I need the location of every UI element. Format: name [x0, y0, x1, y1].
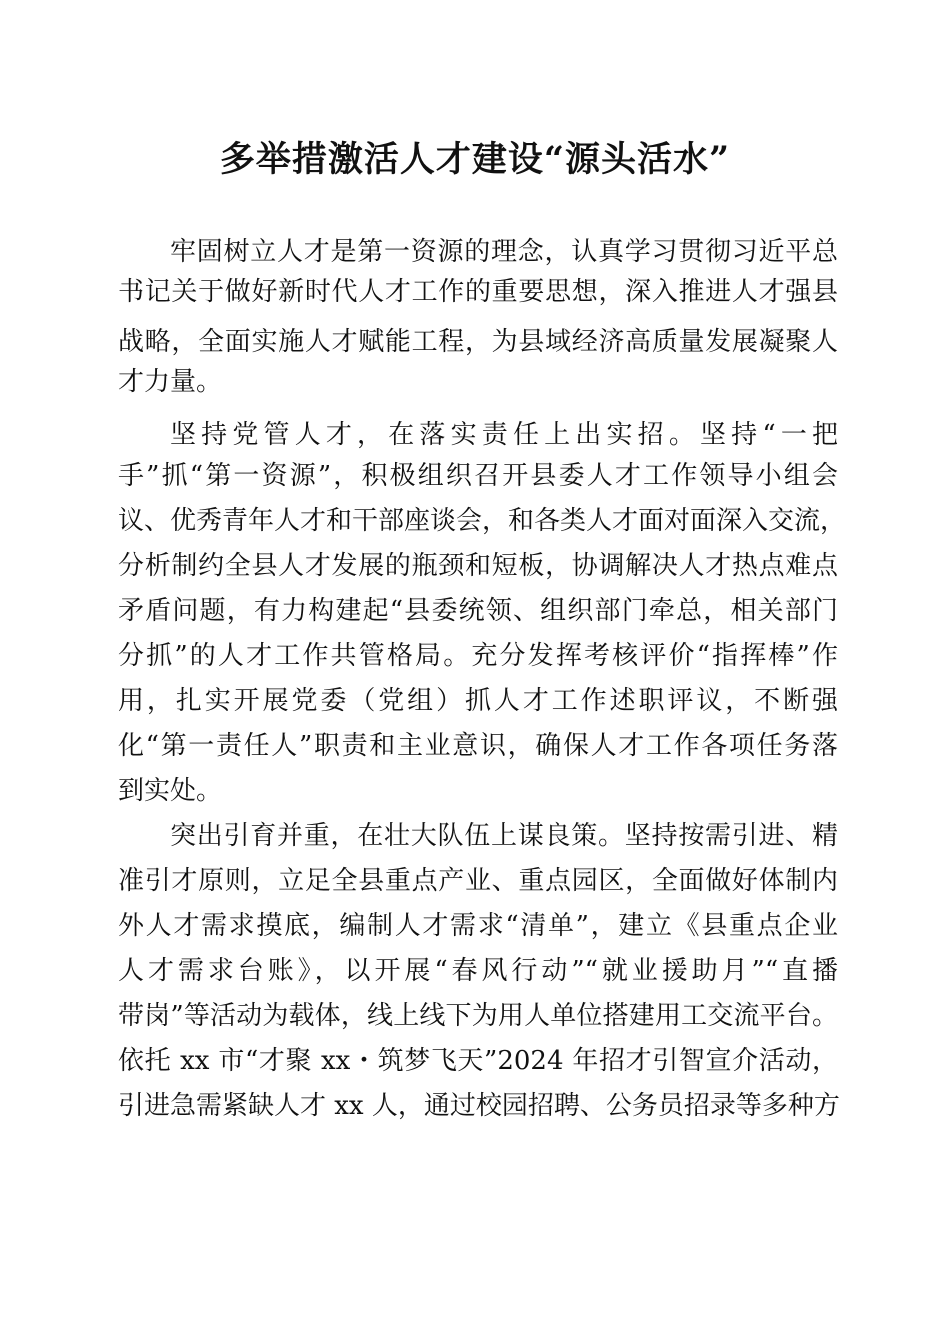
- paragraph-3-line-1: 突出引育并重，在壮大队伍上谋良策。坚持按需引进、精: [170, 821, 838, 851]
- paragraph-3-line-4: 人才需求台账》，以开展“春风行动”“就业援助月”“直播: [118, 956, 838, 986]
- document-title: 多举措激活人才建设“源头活水”: [219, 139, 731, 180]
- paragraph-2-line-6: 分抓”的人才工作共管格局。充分发挥考核评价“指挥棒”作: [118, 641, 838, 671]
- paragraph-2-line-9: 到实处。: [118, 776, 223, 806]
- paragraph-2-line-8: 化“第一责任人”职责和主业意识，确保人才工作各项任务落: [118, 731, 838, 761]
- paragraph-2-line-7: 用，扎实开展党委（党组）抓人才工作述职评议，不断强: [118, 686, 838, 716]
- paragraph-1-line-2: 书记关于做好新时代人才工作的重要思想，深入推进人才强县: [118, 277, 838, 307]
- paragraph-3-line-3: 外人才需求摸底，编制人才需求“清单”，建立《县重点企业: [118, 911, 838, 941]
- paragraph-2-line-1: 坚持党管人才，在落实责任上出实招。坚持“一把: [170, 420, 838, 450]
- paragraph-3-line-7: 引进急需紧缺人才 xx 人，通过校园招聘、公务员招录等多种方: [118, 1091, 840, 1121]
- paragraph-2-line-3: 议、优秀青年人才和干部座谈会，和各类人才面对面深入交流，: [118, 506, 847, 536]
- paragraph-1-line-3: 战略，全面实施人才赋能工程，为县域经济高质量发展凝聚人: [118, 327, 838, 357]
- paragraph-1-line-1: 牢固树立人才是第一资源的理念，认真学习贯彻习近平总: [170, 237, 838, 267]
- paragraph-3-line-5: 带岗”等活动为载体，线上线下为用人单位搭建用工交流平台。: [118, 1001, 838, 1031]
- paragraph-2-line-5: 矛盾问题，有力构建起“县委统领、组织部门牵总，相关部门: [118, 596, 838, 626]
- paragraph-3-line-2: 准引才原则，立足全县重点产业、重点园区，全面做好体制内: [118, 866, 838, 896]
- paragraph-2-line-2: 手”抓“第一资源”，积极组织召开县委人才工作领导小组会: [118, 461, 838, 491]
- paragraph-3-line-6: 依托 xx 市“才聚 xx・筑梦飞天”2024 年招才引智宣介活动，: [118, 1046, 838, 1076]
- paragraph-1-line-4: 才力量。: [118, 367, 223, 397]
- paragraph-2-line-4: 分析制约全县人才发展的瓶颈和短板，协调解决人才热点难点: [118, 551, 838, 581]
